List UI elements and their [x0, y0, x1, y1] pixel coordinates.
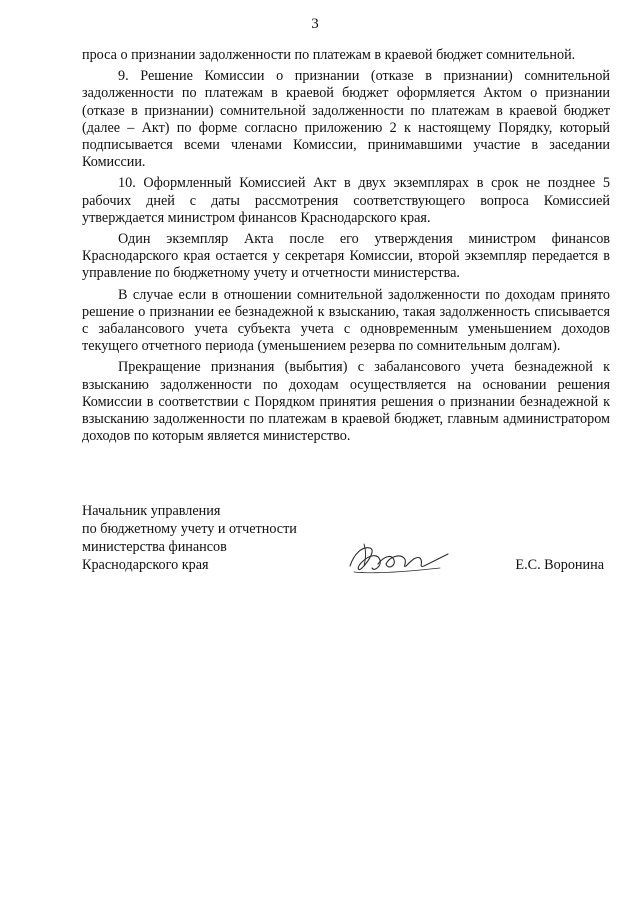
signatory-title-line: Начальник управления — [82, 503, 221, 519]
signatory-title-line: министерства финансов — [82, 539, 227, 555]
signatory-title-line: по бюджетному учету и отчетности — [82, 521, 297, 537]
paragraph-item-9: 9. Решение Комиссии о признании (отказе в признании) сомнительной задолженности по платежам в краевой бюджет оформляется Актом о признании (отказе в признании) сомнительной задолженности по платежам в краевой бюджет (далее – Акт) по форме согласно приложению 2 к настоящему Порядку, который подписывается всеми членами Комиссии, принимавшими участие в заседании Комиссии. — [82, 68, 610, 171]
handwritten-signature — [344, 532, 464, 582]
paragraph-write-off: В случае если в отношении сомнительной задолженности по доходам принято решение о признании ее безнадежной к взысканию, такая задолженность списывается с забалансового учета субъекта учета с одновременным уменьшением доходов текущего отчетного периода (уменьшением резерва по сомнительным долгам). — [82, 286, 610, 355]
paragraph-item-10: 10. Оформленный Комиссией Акт в двух экземплярах в срок не позднее 5 рабочих дней с даты рассмотрения соответствующего вопроса Комиссией утверждается министром финансов Краснодарского края. — [82, 175, 610, 226]
document-body — [82, 47, 610, 449]
paragraph-derecognition: Прекращение признания (выбытия) с забалансового учета безнадежной к взысканию задолженности по доходам осуществляется на основании решения Комиссии в соответствии с Порядком принятия решения о признании безнадежной к взысканию задолженности по платежам в краевой бюджет, главным администратором доходов по которым является министерство. — [82, 359, 610, 445]
paragraph-continuation: проса о признании задолженности по платежам в краевой бюджет сомнительной. — [82, 47, 576, 63]
signatory-name: Е.С. Воронина — [515, 557, 604, 573]
paragraph-act-copies: Один экземпляр Акта после его утверждения министром финансов Краснодарского края остается у секретаря Комиссии, второй экземпляр передается в управление по бюджетному учету и отчетности министерства. — [82, 231, 610, 282]
signature-block — [82, 502, 610, 582]
page-number: 3 — [311, 16, 319, 32]
signatory-title-line: Краснодарского края — [82, 557, 209, 573]
